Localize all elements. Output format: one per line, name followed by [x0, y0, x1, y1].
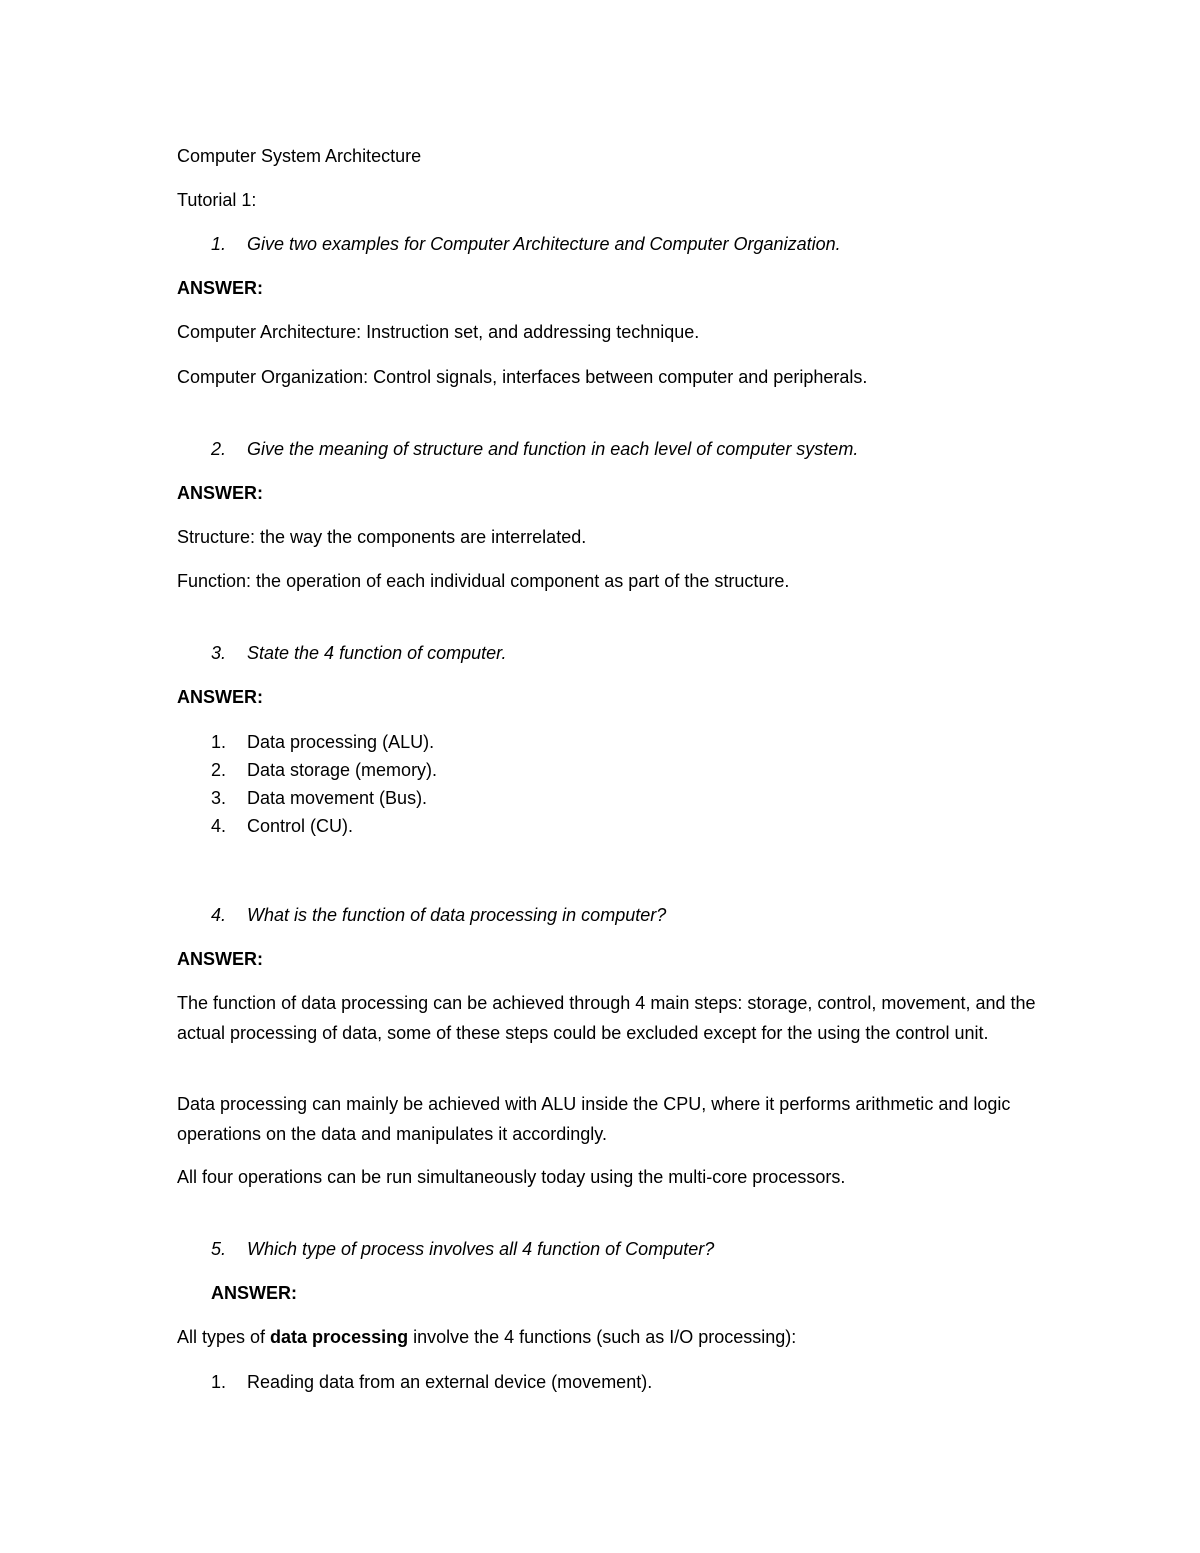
- document-title: Computer System Architecture: [177, 146, 422, 166]
- question-text: Which type of process involves all 4 function of Computer?: [247, 1239, 715, 1259]
- question-number: 1.: [211, 234, 227, 254]
- answer-label: ANSWER:: [211, 1283, 297, 1303]
- answer-label: ANSWER:: [177, 483, 263, 503]
- answer-text: Function: the operation of each individual component as part of the structure.: [177, 571, 790, 591]
- answer-text: Structure: the way the components are interrelated.: [177, 527, 587, 547]
- list-text: Control (CU).: [247, 816, 354, 836]
- answer-text: Computer Organization: Control signals, interfaces between computer and peripherals.: [177, 367, 868, 387]
- tutorial-heading: Tutorial 1:: [177, 190, 257, 210]
- question-number: 5.: [211, 1239, 227, 1259]
- list-text: Data storage (memory).: [247, 760, 438, 780]
- list-number: 4.: [211, 816, 227, 836]
- question-text: Give two examples for Computer Architecture and Computer Organization.: [247, 234, 841, 254]
- answer-text: All four operations can be run simultaneously today using the multi-core processors.: [177, 1167, 846, 1187]
- answer-intro-prefix: All types of: [177, 1327, 271, 1347]
- question-number: 3.: [211, 643, 227, 663]
- answer-intro-suffix: involve the 4 functions (such as I/O processing):: [408, 1327, 797, 1347]
- answer-label: ANSWER:: [177, 949, 263, 969]
- question-number: 2.: [211, 439, 227, 459]
- list-number: 3.: [211, 788, 227, 808]
- list-text: Reading data from an external device (movement).: [247, 1372, 653, 1392]
- answer-paragraph: Data processing can mainly be achieved with ALU inside the CPU, where it performs arithmetic and logic operations on the data and manipulates it accordingly.: [177, 1094, 1011, 1144]
- list-number: 1.: [211, 1372, 227, 1392]
- answer-label: ANSWER:: [177, 687, 263, 707]
- question-number: 4.: [211, 905, 227, 925]
- answer-paragraph: The function of data processing can be achieved through 4 main steps: storage, control, movement, and the actual processing of data, some of these steps could be excluded except for the using the control unit.: [177, 993, 1036, 1043]
- answer-intro: [177, 1326, 796, 1348]
- question-text: What is the function of data processing in computer?: [247, 905, 667, 925]
- question-text: Give the meaning of structure and function in each level of computer system.: [247, 439, 859, 459]
- answer-intro-emphasis: data processing: [270, 1327, 409, 1347]
- list-number: 1.: [211, 732, 227, 752]
- list-text: Data processing (ALU).: [247, 732, 435, 752]
- question-text: State the 4 function of computer.: [247, 643, 507, 663]
- answer-label: ANSWER:: [177, 278, 263, 298]
- answer-text: Computer Architecture: Instruction set, and addressing technique.: [177, 322, 700, 342]
- list-number: 2.: [211, 760, 227, 780]
- list-text: Data movement (Bus).: [247, 788, 428, 808]
